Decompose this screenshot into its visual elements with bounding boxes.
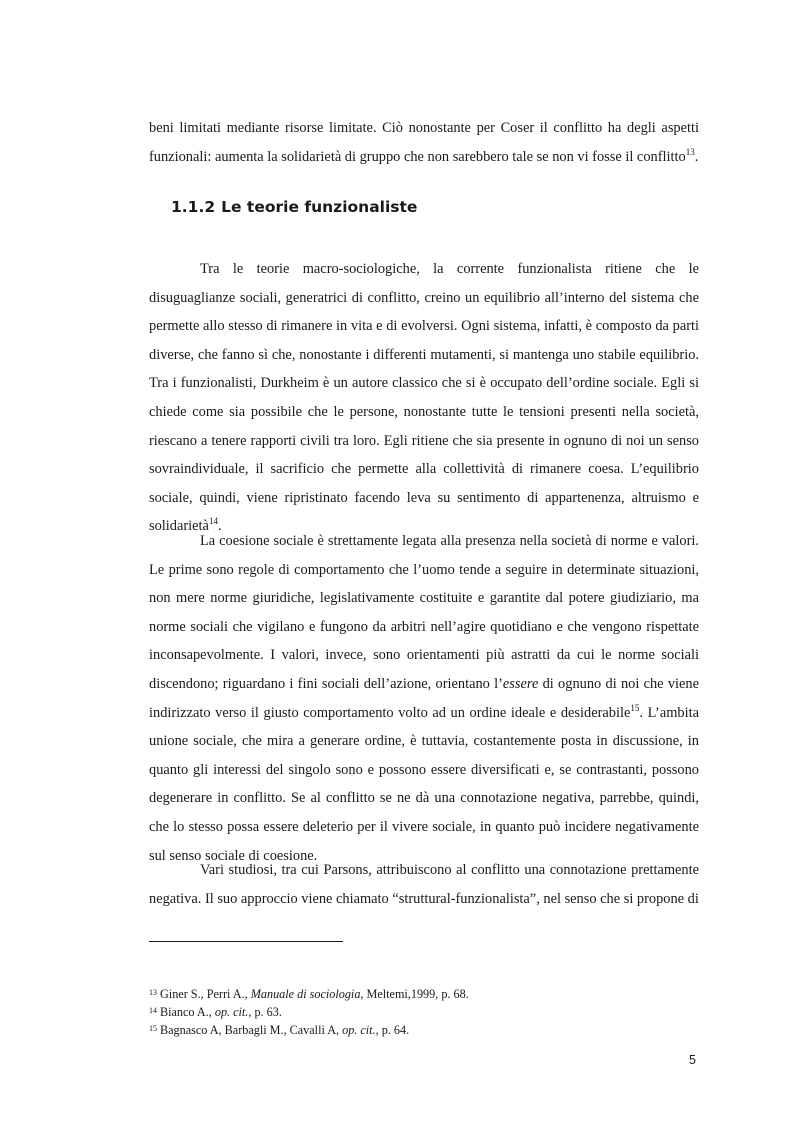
footnote-15 — [149, 1021, 699, 1039]
footnote-number: 15 — [149, 1024, 157, 1033]
footnote-text: Bagnasco A, Barbagli M., Cavalli A, — [160, 1023, 343, 1037]
footnote-text: , p. 64. — [375, 1023, 410, 1037]
footnote-text: Giner S., Perri A., — [160, 987, 251, 1001]
footnote-text: , Meltemi,1999, p. 68. — [360, 987, 469, 1001]
page-number: 5 — [689, 1053, 696, 1067]
section-number: 1.1.2 — [171, 198, 216, 216]
intro-end: . — [694, 148, 699, 165]
section-title: Le teorie funzionaliste — [221, 198, 418, 216]
footnote-text: Bianco A., — [160, 1005, 215, 1019]
footnote-ref-14[interactable]: 14 — [208, 516, 218, 527]
footnote-number: 14 — [149, 1006, 157, 1015]
footnote-13 — [149, 985, 699, 1003]
footnote-title: op. cit. — [342, 1023, 376, 1037]
paragraph-functionalism-text: Tra le teorie macro-sociologiche, la corrente funzionalista ritiene che le disuguaglianze sociali, generatrici di conflitto, creino un equilibrio all’interno del sistema che permette allo stesso di rimanere in vita e di evolversi. Ogni sistema, infatti, è composto da parti diverse, che fanno sì che, nonostante i differenti mutamenti, si mantenga uno stabile equilibrio. Tra i funzionalisti, Durkheim è un autore classico che si è occupato dell’ordine sociale. Egli si chiede come sia possibile che le persone, nonostante tutte le tensioni presenti nella società, riescano a tenere rapporti civili tra loro. Egli ritiene che sia presente in ognuno di noi un senso sovraindividuale, il sacrificio che permette alla collettività di rimanere coesa. L’equilibrio sociale, quindi, viene ripristinato facendo leva su sentimento di appartenenza, altruismo e solidarietà — [149, 261, 699, 535]
paragraph-cohesion-text-c: . L’ambita unione sociale, che mira a generare ordine, è tuttavia, costantemente posta in discussione, in quanto gli interessi del singolo sono e possono essere diversificati e, se contrastanti, possono degenerare in conflitto. Se al conflitto se ne dà una connotazione negativa, parrebbe, quindi, che lo stesso possa essere deleterio per il vivere sociale, in quanto può incidere negativamente sul senso sociale di coesione. — [149, 704, 699, 864]
paragraph-cohesion-text-b: di ognuno di noi che viene indirizzato verso il giusto comportamento volto ad un ordine ideale e desiderabile — [149, 675, 699, 721]
footnote-title: Manuale di sociologia — [250, 987, 361, 1001]
paragraph-functionalism-end: . — [217, 518, 222, 535]
paragraph-parsons — [149, 856, 699, 913]
section-heading — [171, 198, 417, 216]
intro-text: beni limitati mediante risorse limitate. Ciò nonostante per Coser il conflitto ha degli aspetti funzionali: aumenta la solidarietà di gruppo che non sarebbero tale se non vi fosse il conflitto — [149, 120, 699, 165]
paragraph-functionalism — [149, 255, 699, 541]
footnotes — [149, 985, 699, 1039]
paragraph-cohesion-italic: essere — [502, 675, 539, 692]
footnote-ref-13[interactable]: 13 — [685, 146, 695, 157]
footnote-title: op. cit., — [214, 1005, 252, 1019]
footnote-number: 13 — [149, 988, 157, 997]
footnote-separator — [149, 941, 343, 942]
footnote-14 — [149, 1003, 699, 1021]
intro-paragraph — [149, 114, 699, 171]
paragraph-cohesion-text-a: La coesione sociale è strettamente legata alla presenza nella società di norme e valori. Le prime sono regole di comportamento che l’uomo tende a seguire in determinate situazioni, non mere norme giuridiche, legislativamente costituite e garantite dal potere giudiziario, ma norme sociali che vigilano e fungono da arbitri nell’agire quotidiano e che vengono rispettate inconsapevolmente. I valori, invece, sono orientamenti più astratti da cui le norme sociali discendono; riguardano i fini sociali dell’azione, orientano l’ — [149, 533, 699, 692]
footnote-text: p. 63. — [251, 1005, 282, 1019]
paragraph-parsons-text: Vari studiosi, tra cui Parsons, attribuiscono al conflitto una connotazione prettamente negativa. Il suo approccio viene chiamato “struttural-funzionalista”, nel senso che si propone di — [149, 862, 699, 907]
footnote-ref-15[interactable]: 15 — [630, 702, 640, 713]
paragraph-social-cohesion — [149, 527, 699, 870]
